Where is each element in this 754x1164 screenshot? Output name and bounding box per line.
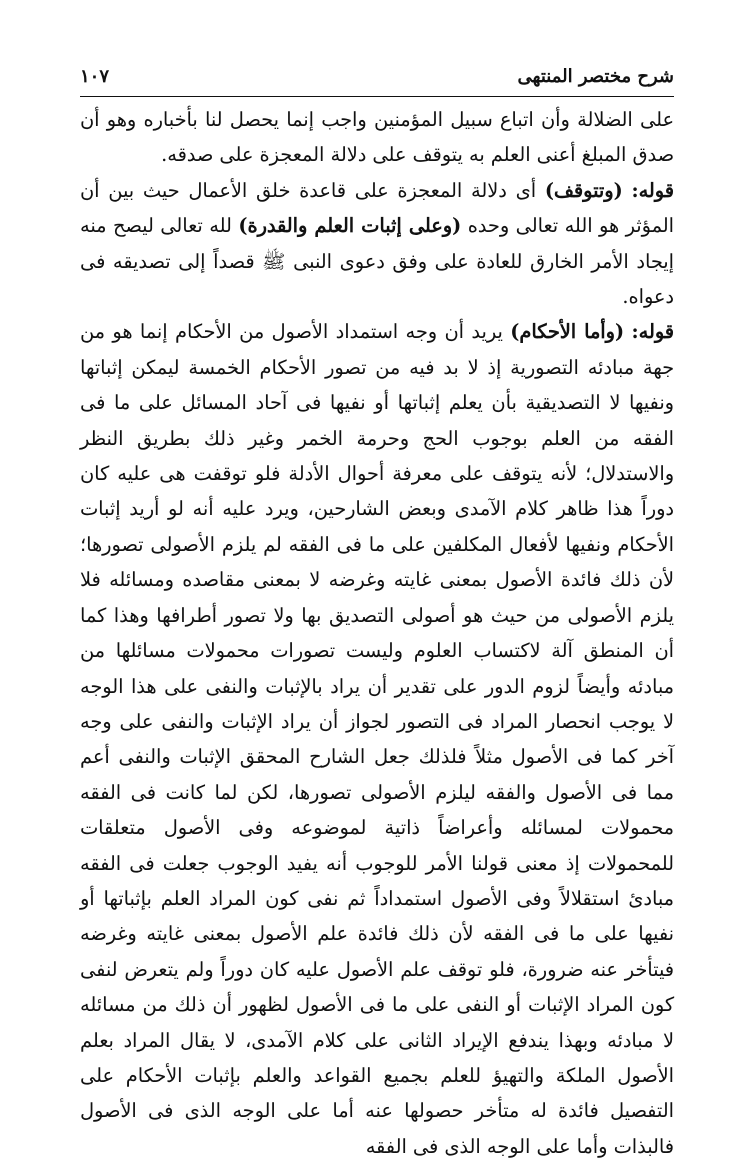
page-number: ١٠٧	[80, 66, 110, 87]
book-title: شرح مختصر المنتهى	[517, 66, 674, 87]
paragraph-1	[80, 102, 674, 173]
paragraph-2-label: قوله:	[631, 178, 674, 202]
paragraph-3-text: يريد أن وجه استمداد الأصول من الأحكام إنما هو من جهة مبادئه التصورية إذ لا بد فيه من تصور الأحكام الخمسة ليمكن إثباتها ونفيها لا التصديقية بأن يعلم إثباتها أو نفيها فى آحاد المسائل على ما فى الفقه من العلم بوجوب الحج وحرمة الخمر وغير ذلك بطريق النظر والاستدلال؛ لأنه يتوقف على معرفة أحوال الأدلة فلو توقفت هى عليه كان دوراً هذا ظاهر كلام الآمدى وبعض الشارحين، ويرد عليه أنه لو أريد إثبات الأحكام ونفيها لأفعال المكلفين على ما فى الفقه لم يلزم الأصولى تصورها؛ لأن ذلك فائدة الأصول بمعنى غايته وغرضه لا بمعنى مقاصده ومسائله فلا يلزم الأصولى من حيث هو أصولى التصديق بها ولا تصور أطرافها وهذا كما أن المنطق آلة لاكتساب العلوم وليست تصورات محمولات مسائلها من مبادئه وأيضاً لزوم الدور على تقدير أن يراد بالإثبات والنفى على هذا الوجه لا يوجب انحصار المراد فى التصور لجواز أن يراد الإثبات والنفى على وجه آخر كما فى الأصول مثلاً فلذلك جعل الشارح المحقق الإثبات والنفى أعم مما فى الأصول والفقه ليلزم الأصولى تصورها، لكن لما كانت فى الفقه محمولات لمسائله وأعراضاً ذاتية لموضوعه وفى الأصول متعلقات للمحمولات إذ معنى قولنا الأمر للوجوب أنه يفيد الوجوب جعلت فى الفقه مبادئ استقلالاً وفى الأصول استمداداً ثم نفى كون المراد العلم بإثباتها أو نفيها على ما فى الفقه لأن ذلك فائدة علم الأصول بمعنى غايته وغرضه فيتأخر عنه ضرورة، فلو توقف علم الأصول عليه كان دوراً ولم يتعرض لنفى كون المراد الإثبات أو النفى على ما فى الأصول لظهور أن ذلك من مسائله لا مبادئه وبهذا يندفع الإيراد الثانى على كلام الآمدى، لا يقال المراد بعلم الأصول الملكة والتهيؤ للعلم بجميع القواعد والعلم بإثبات الأحكام على التفصيل فائدة له متأخر حصولها عنه أما على الوجه الذى فى الأصول فالبذات وأما على الوجه الذى فى الفقه	[80, 320, 674, 1158]
running-header	[80, 66, 674, 94]
header-divider	[80, 96, 674, 97]
paragraph-2-quote: (وتتوقف)	[544, 178, 623, 202]
paragraph-3-label: قوله:	[631, 320, 675, 344]
body-text	[80, 102, 674, 1164]
paragraph-3	[80, 314, 674, 1164]
paragraph-2-text-b: لله تعالى ليصح منه إيجاد الأمر الخارق للعادة على وفق دعوى النبى ﷺ قصداً إلى تصديقه فى دعواه.	[80, 214, 674, 309]
paragraph-2-text-a: أى دلالة المعجزة على قاعدة خلق الأعمال حيث بين أن المؤثر هو الله تعالى وحده	[80, 178, 674, 238]
paragraph-3-quote: (وأما الأحكام)	[510, 320, 625, 344]
paragraph-2	[80, 173, 674, 315]
paragraph-1-text: على الضلالة وأن اتباع سبيل المؤمنين واجب إنما يحصل لنا بأخباره وهو أن صدق المبلغ أعنى العلم به يتوقف على دلالة المعجزة على صدقه.	[80, 108, 674, 167]
paragraph-2-quote-2: (وعلى إثبات العلم والقدرة)	[238, 214, 462, 238]
